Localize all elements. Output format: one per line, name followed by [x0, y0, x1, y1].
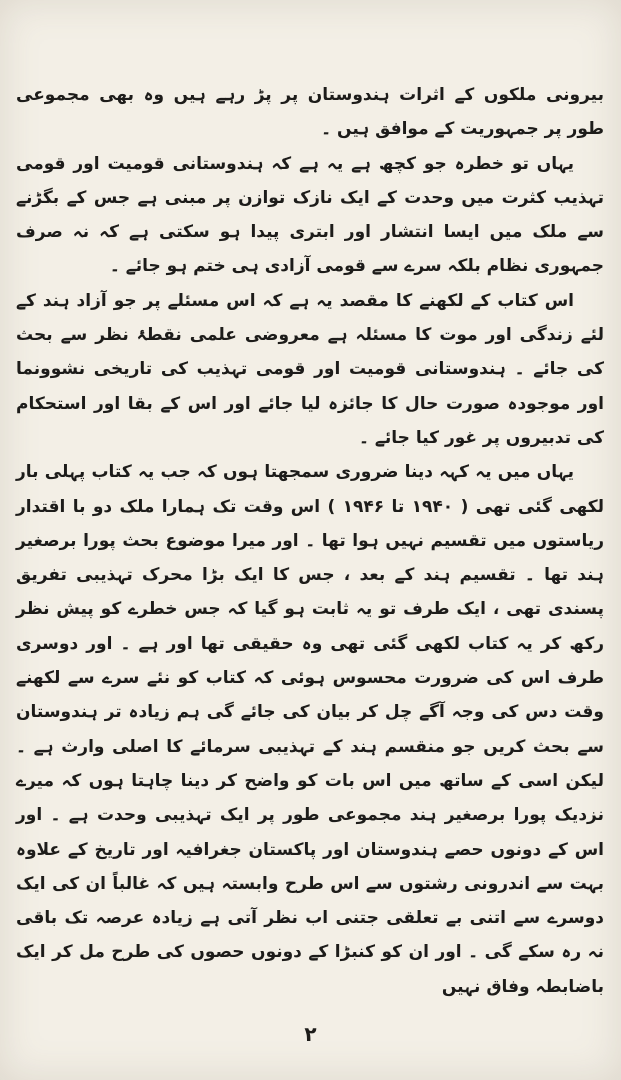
paragraph: یہاں تو خطرہ جو کچھ ہے یہ ہے کہ ہندوستانی قومیت اور قومی تہذیب کثرت میں وحدت کے ایک نازک توازن پر مبنی ہے جس کے بگڑنے سے ملک میں ایسا انتشار اور ابتری پیدا ہو سکتی ہے کہ نہ صرف جمہوری نظام بلکہ سرے سے قومی آزادی ہی ختم ہو جائے ۔ — [16, 153, 604, 277]
paragraph: بیرونی ملکوں کے اثرات ہندوستان پر پڑ رہے ہیں وہ بھی مجموعی طور پر جمہوریت کے موافق ہیں ۔ — [16, 85, 604, 140]
body-text — [16, 78, 604, 1004]
paragraph: یہاں میں یہ کہہ دینا ضروری سمجھتا ہوں کہ جب یہ کتاب پہلی بار لکھی گئی تھی ( ۱۹۴۰ تا ۱۹۴۶ ) اس وقت تک ہمارا ملک دو با اقتدار ریاستوں میں تقسیم نہیں ہوا تھا ۔ اور میرا موضوع بحث پورا برصغیر ہند تھا ۔ تقسیم ہند کے بعد ، جس کا ایک بڑا محرک تہذیبی تفریق پسندی تھی ، ایک طرف تو یہ ثابت ہو گیا کہ جس خطرے کو پیش نظر رکھ کر یہ کتاب لکھی گئی تھی وہ حقیقی تھا اور ہے ۔ اور دوسری طرف اس کی ضرورت محسوس ہوئی کہ کتاب کو نئے سرے سے لکھنے وقت دس کی وجہ آگے چل کر بیان کی جائے گی ہم زیادہ تر ہندوستان سے بحث کریں جو منقسم ہند کے تہذیبی سرمائے کا اصلی وارث ہے ۔ لیکن اسی کے ساتھ میں اس بات کو واضح کر دینا چاہتا ہوں کہ میرے نزدیک پورا برصغیر ہند مجموعی طور پر ایک تہذیبی وحدت ہے ۔ اور اس کے دونوں حصے ہندوستان اور پاکستان جغرافیہ اور تاریخ کے علاوہ بہت سے اندرونی رشتوں سے اس طرح وابستہ ہیں کہ غالباً ان کی ایک دوسرے سے اتنی بے تعلقی جتنی اب نظر آتی ہے زیادہ عرصہ تک باقی نہ رہ سکے گی ۔ اور ان کو کنبڑا کے دونوں حصوں کی طرح مل کر ایک باضابطہ وفاق نہیں — [16, 462, 605, 997]
paragraph: اس کتاب کے لکھنے کا مقصد یہ ہے کہ اس مسئلے پر جو آزاد ہند کے لئے زندگی اور موت کا مسئلہ ہے معروضی علمی نقطۂ نظر سے بحث کی جائے ۔ ہندوستانی قومیت اور قومی تہذیب کی تاریخی نشوونما اور موجودہ صورت حال کا جائزہ لیا جائے اور اس کے بقا اور استحکام کی تدبیروں پر غور کیا جائے ۔ — [16, 290, 604, 448]
page-number: ۲ — [304, 1022, 317, 1046]
